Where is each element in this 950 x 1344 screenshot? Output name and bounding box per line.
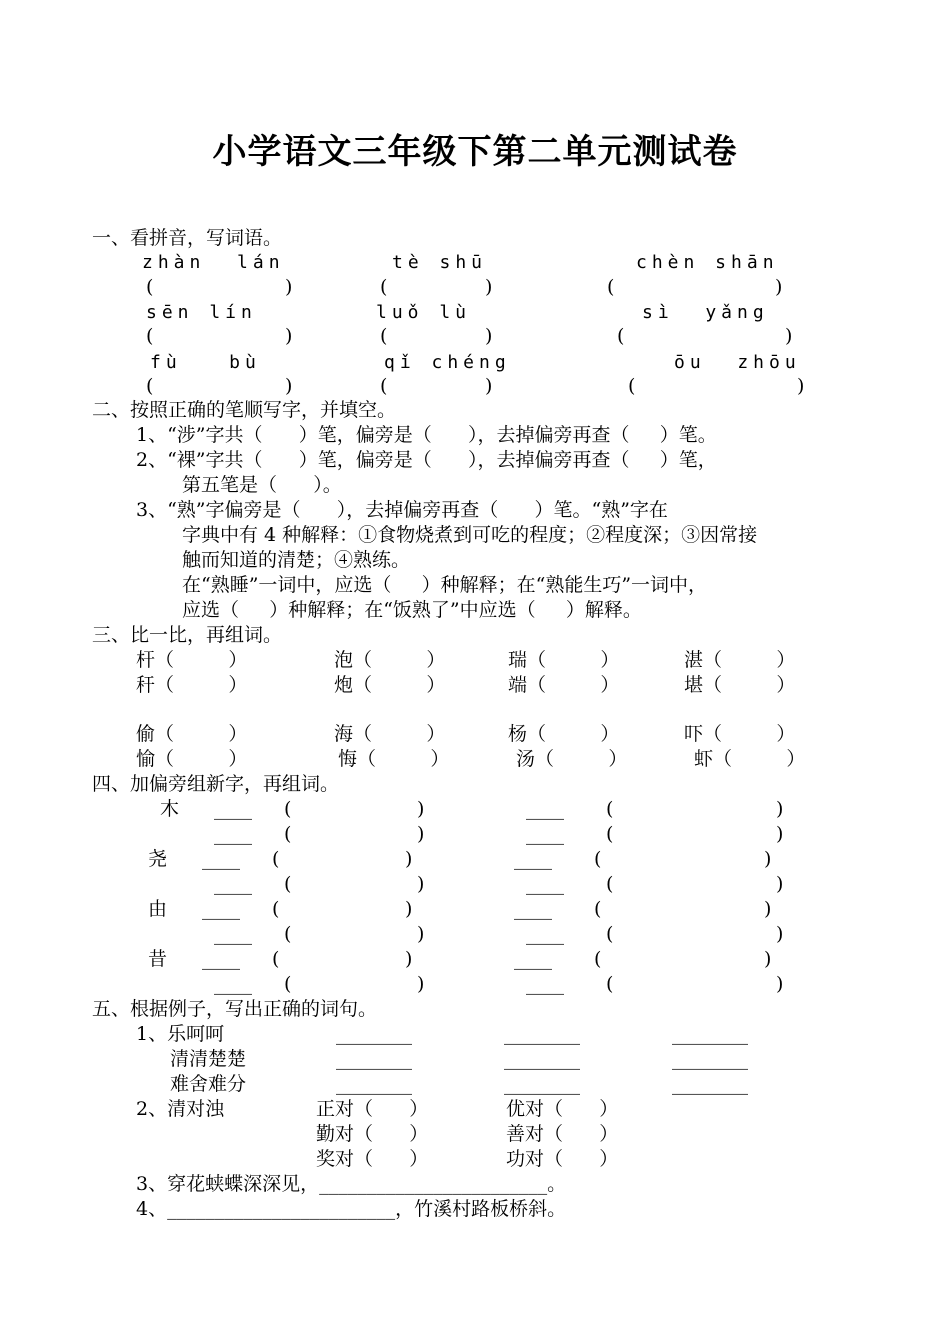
answer-paren-close: ) bbox=[785, 325, 793, 347]
pinyin-word: sì yǎng bbox=[642, 302, 769, 323]
answer-paren-close: ) bbox=[775, 276, 783, 298]
compare-item: 悔（ ） bbox=[338, 748, 450, 770]
compare-item: 湛（ ） bbox=[684, 649, 796, 671]
char-blank[interactable]: ____ bbox=[526, 973, 564, 995]
char-blank[interactable]: ____ bbox=[214, 798, 252, 820]
answer-paren-open[interactable]: ( bbox=[284, 973, 292, 995]
char-blank[interactable]: ____ bbox=[526, 823, 564, 845]
section5-heading: 五、根据例子，写出正确的词句。 bbox=[92, 998, 378, 1020]
antonym-item: 优对（ ） bbox=[506, 1098, 619, 1120]
compare-item: 炮（ ） bbox=[334, 674, 446, 696]
stroke-question-1: 1、“涉”字共（ ）笔，偏旁是（ ），去掉偏旁再查（ ）笔。 bbox=[136, 424, 717, 446]
answer-paren-open[interactable]: ( bbox=[594, 848, 602, 870]
pinyin-word: sēn lín bbox=[146, 302, 257, 323]
section1-heading: 一、看拼音，写词语。 bbox=[92, 227, 283, 249]
stroke-question-2: 2、“裸”字共（ ）笔，偏旁是（ ），去掉偏旁再查（ ）笔， bbox=[136, 449, 717, 471]
answer-paren-close: ) bbox=[285, 276, 293, 298]
answer-paren-close: ) bbox=[417, 873, 425, 895]
compare-item: 泡（ ） bbox=[334, 649, 446, 671]
char-blank[interactable]: ____ bbox=[526, 923, 564, 945]
answer-paren-open[interactable]: ( bbox=[380, 375, 388, 397]
pinyin-word: luǒ lù bbox=[376, 302, 472, 323]
compare-item: 杆（ ） bbox=[136, 649, 248, 671]
word-blank[interactable]: ________ bbox=[672, 1048, 748, 1070]
answer-paren-open[interactable]: ( bbox=[284, 923, 292, 945]
stroke-question-3-cont: 在“熟睡”一词中，应选（ ）种解释；在“熟能生巧”一词中， bbox=[182, 574, 708, 596]
base-char: 由 bbox=[148, 898, 168, 920]
poem-line-4: 4、________________________，竹溪村路板桥斜。 bbox=[136, 1198, 567, 1220]
antonym-item: 正对（ ） bbox=[316, 1098, 429, 1120]
char-blank[interactable]: ____ bbox=[514, 948, 552, 970]
answer-paren-open[interactable]: ( bbox=[607, 276, 615, 298]
answer-paren-close: ) bbox=[776, 873, 784, 895]
answer-paren-close: ) bbox=[776, 973, 784, 995]
answer-paren-close: ) bbox=[776, 798, 784, 820]
compare-item: 虾（ ） bbox=[694, 748, 806, 770]
answer-paren-open[interactable]: ( bbox=[272, 848, 280, 870]
pinyin-word: zhàn lán bbox=[142, 252, 285, 273]
base-char: 木 bbox=[160, 798, 180, 820]
answer-paren-open[interactable]: ( bbox=[146, 325, 154, 347]
answer-paren-close: ) bbox=[797, 375, 805, 397]
answer-paren-close: ) bbox=[285, 325, 293, 347]
section4-heading: 四、加偏旁组新字，再组词。 bbox=[92, 773, 340, 795]
compare-item: 吓（ ） bbox=[684, 723, 796, 745]
answer-paren-open[interactable]: ( bbox=[606, 973, 614, 995]
compare-item: 瑞（ ） bbox=[508, 649, 620, 671]
base-char: 昔 bbox=[148, 948, 168, 970]
answer-paren-open[interactable]: ( bbox=[284, 798, 292, 820]
answer-paren-close: ) bbox=[417, 823, 425, 845]
pinyin-word: fù bù bbox=[150, 352, 261, 373]
char-blank[interactable]: ____ bbox=[514, 848, 552, 870]
word-blank[interactable]: ________ bbox=[672, 1073, 748, 1095]
char-blank[interactable]: ____ bbox=[514, 898, 552, 920]
answer-paren-close: ) bbox=[405, 948, 413, 970]
page-title: 小学语文三年级下第二单元测试卷 bbox=[212, 132, 738, 172]
answer-paren-close: ) bbox=[485, 375, 493, 397]
answer-paren-close: ) bbox=[776, 823, 784, 845]
answer-paren-close: ) bbox=[417, 798, 425, 820]
answer-paren-open[interactable]: ( bbox=[380, 276, 388, 298]
answer-paren-close: ) bbox=[405, 848, 413, 870]
answer-paren-open[interactable]: ( bbox=[628, 375, 636, 397]
pinyin-word: tè shū bbox=[392, 252, 488, 273]
answer-paren-close: ) bbox=[485, 276, 493, 298]
char-blank[interactable]: ____ bbox=[202, 898, 240, 920]
stroke-question-3-cont: 触而知道的清楚；④熟练。 bbox=[182, 549, 411, 571]
answer-paren-open[interactable]: ( bbox=[594, 898, 602, 920]
char-blank[interactable]: ____ bbox=[202, 948, 240, 970]
word-blank[interactable]: ________ bbox=[672, 1023, 748, 1045]
compare-item: 堪（ ） bbox=[684, 674, 796, 696]
section3-heading: 三、比一比，再组词。 bbox=[92, 624, 283, 646]
word-blank[interactable]: ________ bbox=[504, 1023, 580, 1045]
char-blank[interactable]: ____ bbox=[214, 923, 252, 945]
compare-item: 端（ ） bbox=[508, 674, 620, 696]
answer-paren-open[interactable]: ( bbox=[606, 798, 614, 820]
compare-item: 汤（ ） bbox=[516, 748, 628, 770]
word-blank[interactable]: ________ bbox=[336, 1073, 412, 1095]
compare-item: 海（ ） bbox=[334, 723, 446, 745]
char-blank[interactable]: ____ bbox=[214, 973, 252, 995]
answer-paren-close: ) bbox=[764, 898, 772, 920]
example-word: 1、乐呵呵 bbox=[136, 1023, 225, 1045]
antonym-item: 勤对（ ） bbox=[316, 1123, 429, 1145]
section2-heading: 二、按照正确的笔顺写字，并填空。 bbox=[92, 399, 397, 421]
answer-paren-open[interactable]: ( bbox=[606, 823, 614, 845]
answer-paren-open[interactable]: ( bbox=[272, 898, 280, 920]
word-blank[interactable]: ________ bbox=[504, 1073, 580, 1095]
word-blank[interactable]: ________ bbox=[504, 1048, 580, 1070]
answer-paren-open[interactable]: ( bbox=[606, 923, 614, 945]
pinyin-word: ōu zhōu bbox=[674, 352, 801, 373]
antonym-item: 功对（ ） bbox=[506, 1148, 619, 1170]
answer-paren-open[interactable]: ( bbox=[284, 823, 292, 845]
answer-paren-close: ) bbox=[764, 948, 772, 970]
stroke-question-2-cont: 第五笔是（ ）。 bbox=[182, 474, 342, 496]
pinyin-word: chèn shān bbox=[636, 252, 779, 273]
char-blank[interactable]: ____ bbox=[526, 798, 564, 820]
answer-paren-open[interactable]: ( bbox=[380, 325, 388, 347]
answer-paren-open[interactable]: ( bbox=[146, 375, 154, 397]
stroke-question-3: 3、“熟”字偏旁是（ ），去掉偏旁再查（ ）笔。“熟”字在 bbox=[136, 499, 668, 521]
compare-item: 愉（ ） bbox=[136, 748, 248, 770]
char-blank[interactable]: ____ bbox=[202, 848, 240, 870]
example-word: 清清楚楚 bbox=[170, 1048, 247, 1070]
word-blank[interactable]: ________ bbox=[336, 1048, 412, 1070]
answer-paren-close: ) bbox=[405, 898, 413, 920]
compare-item: 秆（ ） bbox=[136, 674, 248, 696]
answer-paren-close: ) bbox=[764, 848, 772, 870]
answer-paren-open[interactable]: ( bbox=[284, 873, 292, 895]
pinyin-word: qǐ chéng bbox=[384, 352, 511, 373]
answer-paren-close: ) bbox=[485, 325, 493, 347]
base-char: 尧 bbox=[148, 848, 168, 870]
char-blank[interactable]: ____ bbox=[214, 823, 252, 845]
answer-paren-close: ) bbox=[417, 973, 425, 995]
answer-paren-close: ) bbox=[417, 923, 425, 945]
poem-line-3: 3、穿花蛱蝶深深见，________________________。 bbox=[136, 1173, 567, 1195]
char-blank[interactable]: ____ bbox=[214, 873, 252, 895]
char-blank[interactable]: ____ bbox=[526, 873, 564, 895]
compare-item: 偷（ ） bbox=[136, 723, 248, 745]
stroke-question-3-cont: 应选（ ）种解释；在“饭熟了”中应选（ ）解释。 bbox=[182, 599, 642, 621]
answer-paren-close: ) bbox=[285, 375, 293, 397]
answer-paren-open[interactable]: ( bbox=[272, 948, 280, 970]
antonym-item: 善对（ ） bbox=[506, 1123, 619, 1145]
answer-paren-open[interactable]: ( bbox=[606, 873, 614, 895]
compare-item: 杨（ ） bbox=[508, 723, 620, 745]
word-blank[interactable]: ________ bbox=[336, 1023, 412, 1045]
antonym-example: 2、清对浊 bbox=[136, 1098, 225, 1120]
answer-paren-close: ) bbox=[776, 923, 784, 945]
antonym-item: 奖对（ ） bbox=[316, 1148, 429, 1170]
answer-paren-open[interactable]: ( bbox=[594, 948, 602, 970]
stroke-question-3-cont: 字典中有 4 种解释：①食物烧煮到可吃的程度；②程度深；③因常接 bbox=[182, 524, 758, 546]
answer-paren-open[interactable]: ( bbox=[617, 325, 625, 347]
example-word: 难舍难分 bbox=[170, 1073, 247, 1095]
answer-paren-open[interactable]: ( bbox=[146, 276, 154, 298]
